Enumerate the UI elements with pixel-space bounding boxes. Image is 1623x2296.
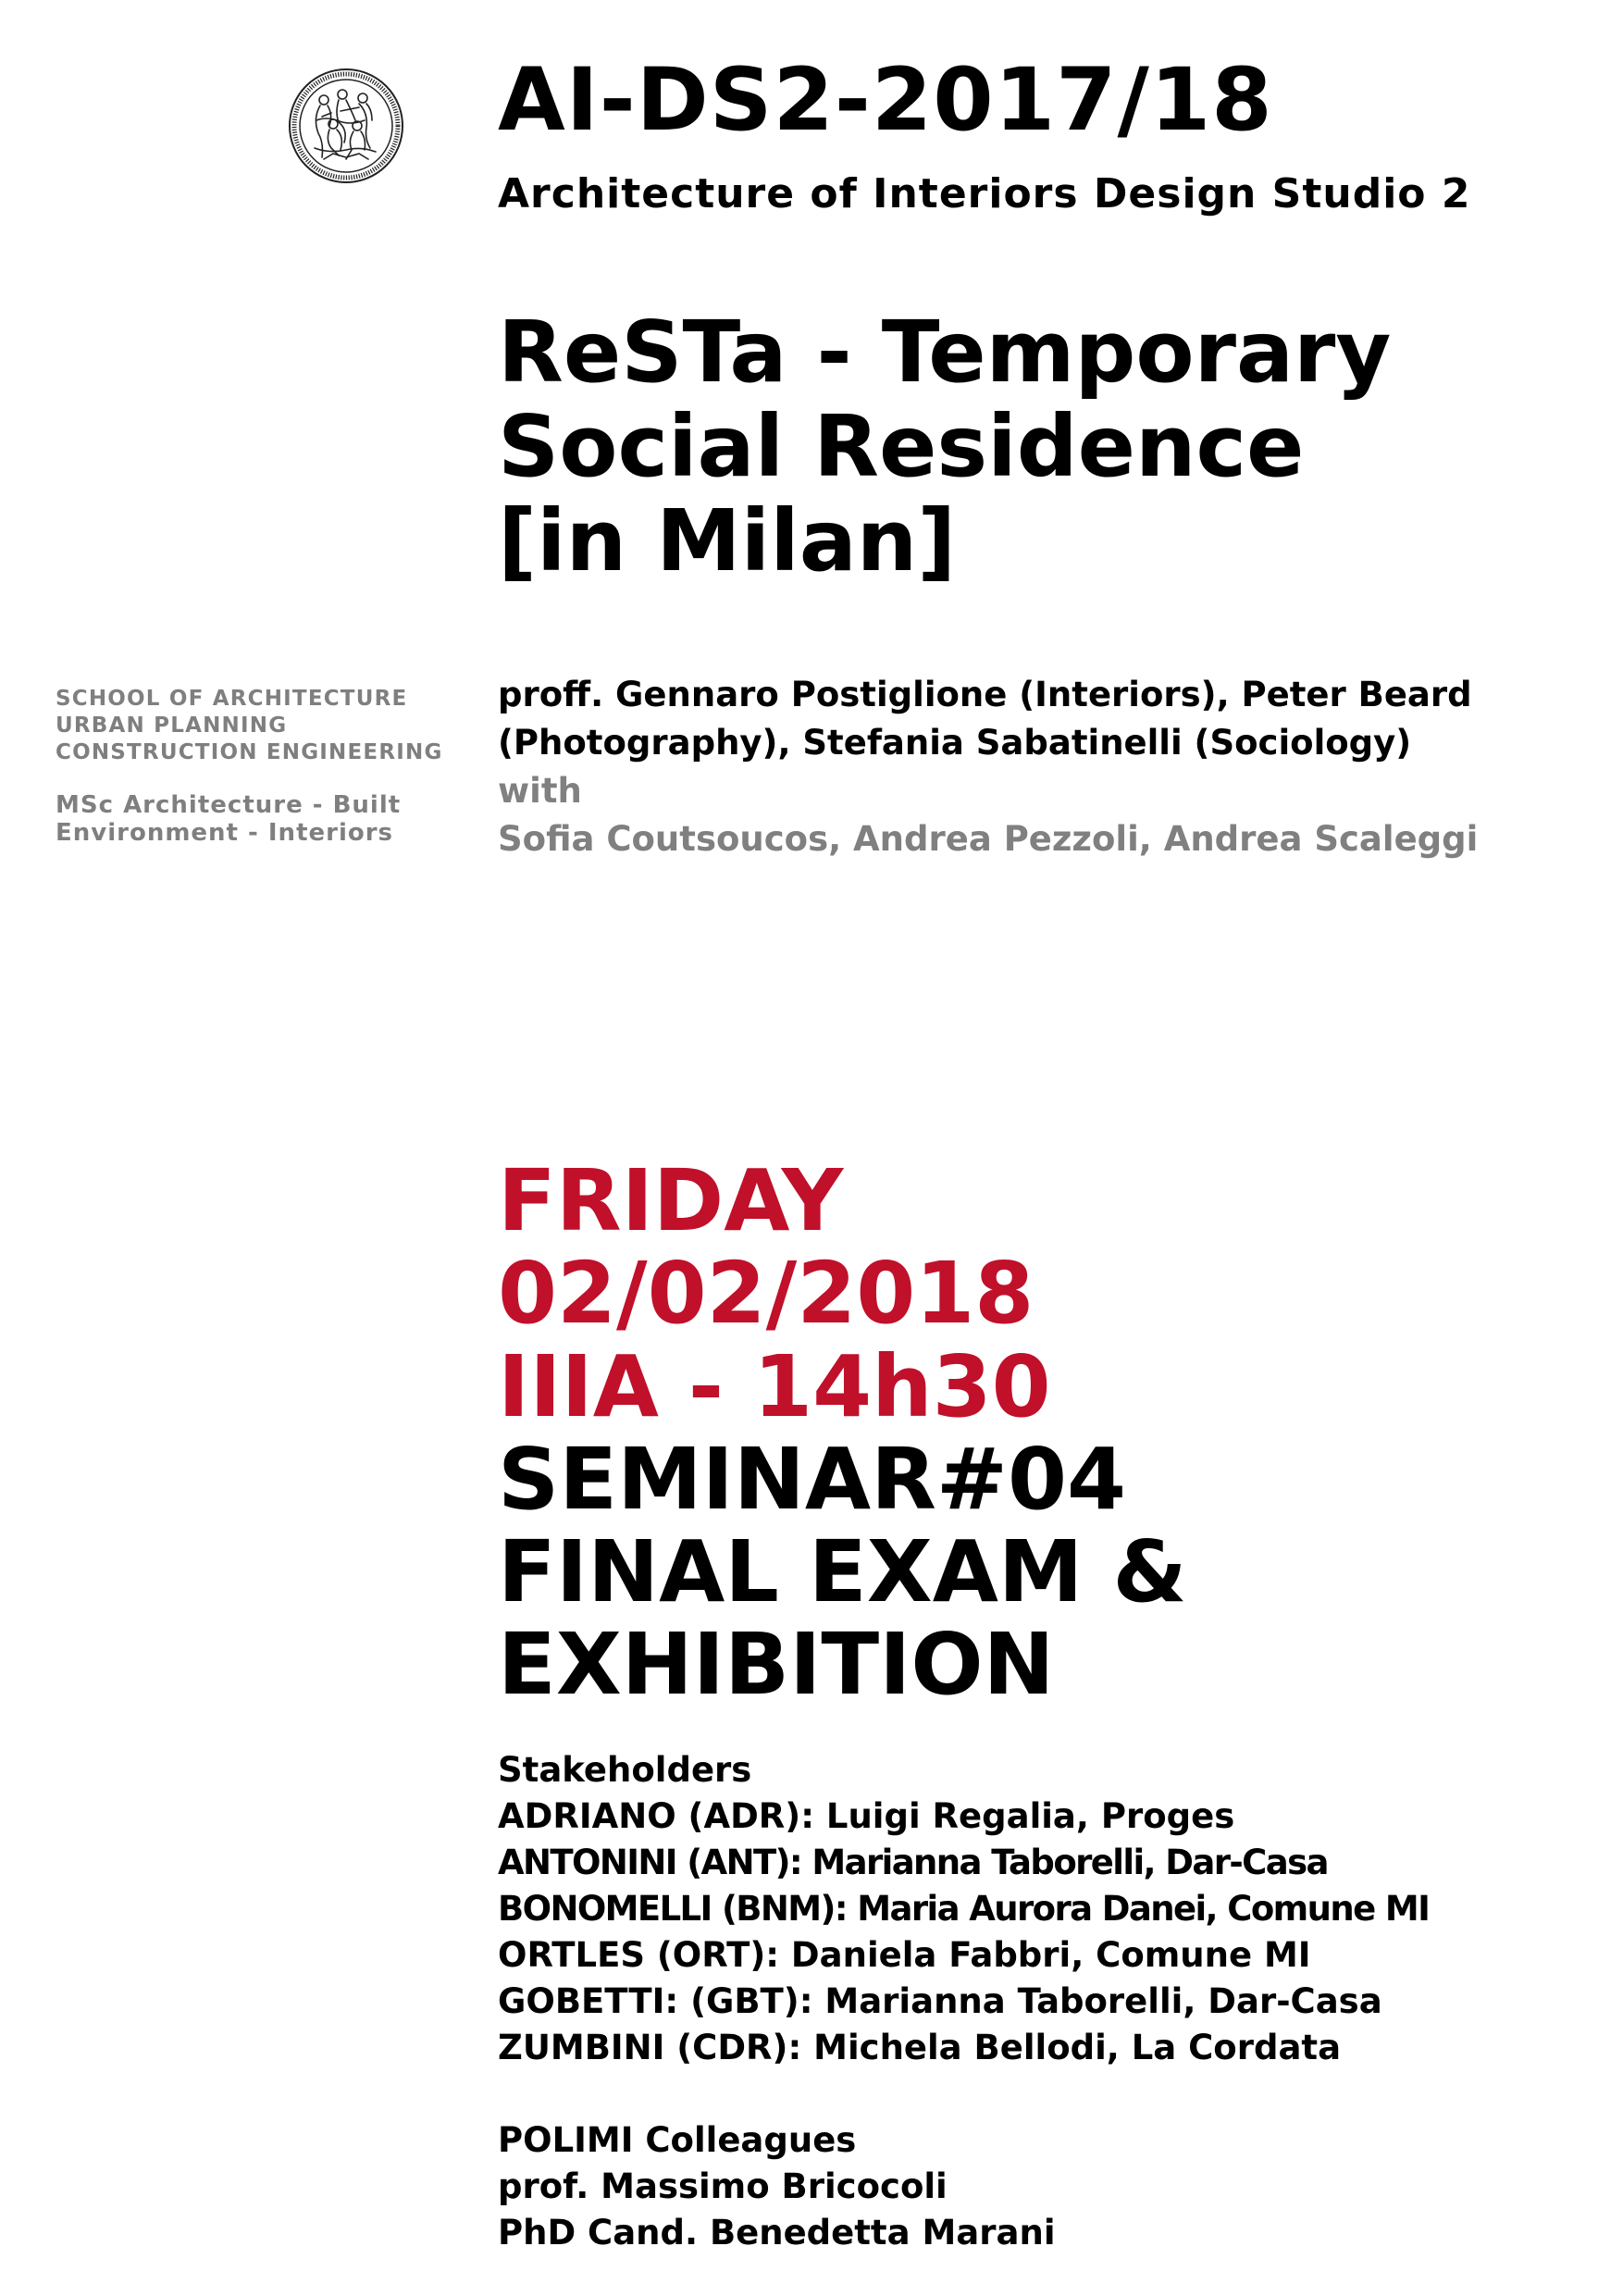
colleague-entry: prof. Massimo Bricocoli xyxy=(498,2166,948,2206)
event-title-line: EXHIBITION xyxy=(498,1615,1055,1715)
colleague-entry: PhD Cand. Benedetta Marani xyxy=(498,2213,1056,2253)
program-info xyxy=(56,791,401,847)
title-line: [in Milan] xyxy=(498,491,957,591)
title-line: ReSTa - Temporary xyxy=(498,303,1392,402)
professors-line: proff. Gennaro Postiglione (Interiors), Peter Beard xyxy=(498,675,1472,714)
stakeholder-entry: ADRIANO (ADR): Luigi Regalia, Proges xyxy=(498,1796,1235,1836)
program-line: Environment - Interiors xyxy=(56,819,394,847)
school-line: SCHOOL OF ARCHITECTURE xyxy=(56,687,408,711)
course-code: AI-DS2-2017/18 xyxy=(498,50,1273,151)
professors-block xyxy=(498,671,1478,863)
title-line: Social Residence xyxy=(498,397,1305,497)
stakeholder-entry: ORTLES (ORT): Daniela Fabbri, Comune MI xyxy=(498,1935,1311,1975)
stakeholder-entry: GOBETTI: (GBT): Marianna Taborelli, Dar-Casa xyxy=(498,1981,1382,2021)
project-title xyxy=(498,305,1391,589)
stakeholder-entry: BONOMELLI (BNM): Maria Aurora Danei, Comune MI xyxy=(498,1889,1430,1929)
event-title-line: FINAL EXAM & xyxy=(498,1522,1187,1622)
colleagues-heading: POLIMI Colleagues xyxy=(498,2120,857,2160)
event-date: 02/02/2018 xyxy=(498,1244,1035,1344)
course-name: Architecture of Interiors Design Studio 2 xyxy=(498,170,1471,217)
event-title-line: SEMINAR#04 xyxy=(498,1429,1127,1529)
school-info xyxy=(56,686,443,766)
stakeholders-heading: Stakeholders xyxy=(498,1750,752,1790)
event-block xyxy=(498,1151,1187,1715)
event-room-time: IIIA - 14h30 xyxy=(498,1336,1051,1436)
colleagues-block xyxy=(498,2117,1056,2256)
program-line: MSc Architecture - Built xyxy=(56,791,402,819)
school-line: URBAN PLANNING xyxy=(56,714,288,738)
event-day: FRIDAY xyxy=(498,1151,844,1250)
university-seal-icon xyxy=(287,67,405,185)
with-label: with xyxy=(498,771,582,811)
stakeholder-entry: ZUMBINI (CDR): Michela Bellodi, La Cordata xyxy=(498,2028,1342,2067)
professors-line: (Photography), Stefania Sabatinelli (Sociology) xyxy=(498,723,1412,763)
stakeholder-entry: ANTONINI (ANT): Marianna Taborelli, Dar-Casa xyxy=(498,1843,1328,1882)
stakeholders-block xyxy=(498,1747,1429,2071)
assistants: Sofia Coutsoucos, Andrea Pezzoli, Andrea Scaleggi xyxy=(498,819,1479,859)
school-line: CONSTRUCTION ENGINEERING xyxy=(56,740,443,764)
